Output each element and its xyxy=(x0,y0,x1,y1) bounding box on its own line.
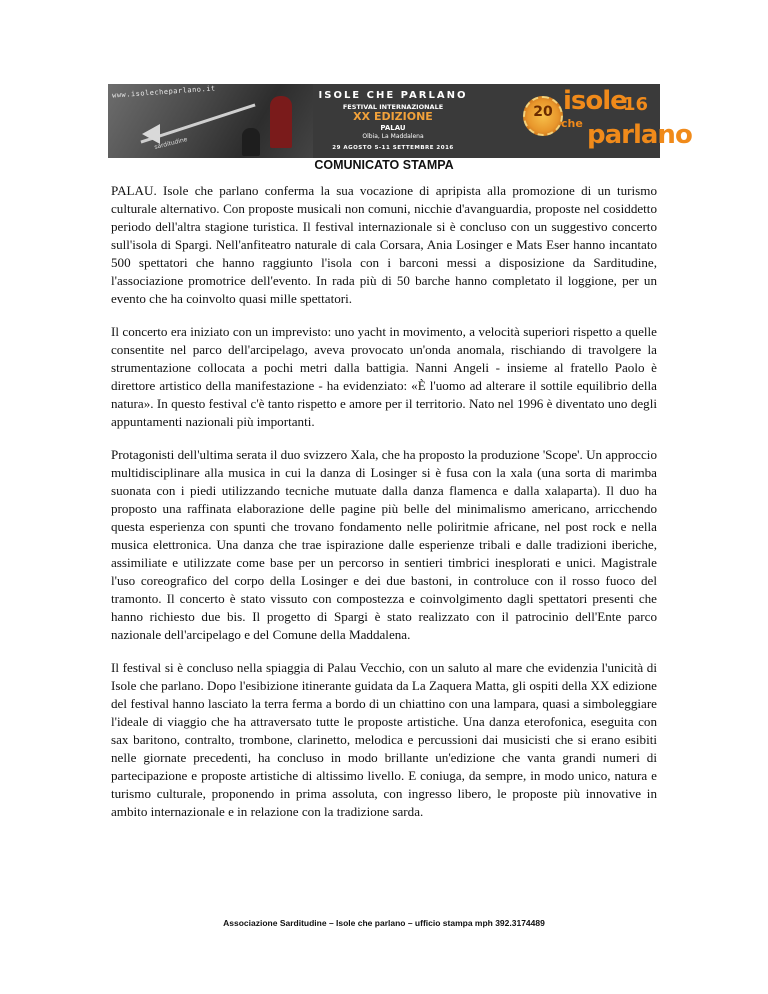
banner-center-text xyxy=(313,84,473,158)
logo-year: 16 xyxy=(623,94,649,115)
logo-word-isole: isole xyxy=(563,86,627,116)
festival-banner xyxy=(108,84,692,158)
document-footer: Associazione Sarditudine – Isole che parlano – ufficio stampa mph 392.3174489 xyxy=(223,918,545,928)
badge-number: 20 xyxy=(533,104,553,120)
paragraph: Il festival si è concluso nella spiaggia di Palau Vecchio, con un saluto al mare che evidenzia l'unicità di Isole che parlano. Dopo l'esibizione itinerante guidata da La Zaquera Matta, gli ospiti della XX edizione del festival hanno lasciato la terra ferma a bordo di un chiattino con una lampara, quasi a simboleggiare l'ideale di viaggio che ha attraversato tutte le proposte artistiche. Una danza eterofonica, eseguita con sax baritono, contralto, trombone, clarinetto, melodica e percussioni dai musicisti che si erano esibiti nelle giornate precedenti, ha concluso in modo brillante un'edizione che vanta grandi numeri di partecipazione e proposte artistiche di altissimo livello. E coniuga, da sempre, in modo unico, natura e turismo culturale, proponendo in prima assoluta, con ingresso libero, le proposte più innovative in ambito internazionale e in relazione con la tradizione sarda. xyxy=(111,660,657,819)
anniversary-badge-icon xyxy=(523,96,563,136)
paragraph: PALAU. Isole che parlano conferma la sua vocazione di apripista alla promozione di un turismo culturale alternativo. Con proposte musicali non comuni, nicchie d'avanguardia, proposte nel cosiddetto periodo dell'altra stagione turistica. Il festival internazionale si è concluso con un suggestivo concerto sull'isola di Spargi. Nell'anfiteatro naturale di cala Corsara, Ania Losinger e Mats Eser hanno incantato 500 spettatori che hanno raggiunto l'isola con i barconi messi a disposizione da Sarditudine, l'associazione promotrice dell'evento. In rada più di 50 barche hanno completato il loggione, per un evento che ha coinvolto quasi mille spettatori. xyxy=(111,183,657,306)
banner-url: www.isolecheparlano.it xyxy=(111,84,216,100)
banner-edition: XX EDIZIONE xyxy=(353,110,433,123)
banner-logo-area xyxy=(473,84,692,158)
banner-photo xyxy=(108,84,313,158)
paragraph: Protagonisti dell'ultima serata il duo svizzero Xala, che ha proposto la produzione 'Scope'. Un approccio multidisciplinare alla musica in cui la danza di Losinger si è fusa con la xala (una sorta di marimba suonata con i piedi utilizzando tecniche mutuate dalla danza flamenca e dalla xalaparta). Il duo ha proposto una raffinata elaborazione delle pagine più belle del minimalismo americano, arricchendo questa esperienza con spunti che trovano fondamento nelle poliritmie africane, nel post rock e nella musica elettronica. Una danza che trae ispirazione dalle esperienze tribali e dalle tradizioni iberiche, assimiliate e utilizzate come base per un percorso in sentieri timbrici inesplorati e unici. Magistrale l'uso coreografico del corpo della Losinger e dei due bastoni, in controluce con il rosso fuoco del tramonto. Il concerto è stato vissuto con compostezza e coinvolgimento dagli spettatori presenti che hanno richiesto due bis. Il progetto di Spargi è stato realizzato con il patrocinio dell'Ente parco nazionale dell'arcipelago e del Comune della Maddalena. xyxy=(111,447,657,642)
road-arrow-icon xyxy=(142,124,160,144)
banner-dates: 29 AGOSTO 5-11 SETTEMBRE 2016 xyxy=(332,145,454,151)
logo-word-che: che xyxy=(561,117,583,130)
paragraph: Il concerto era iniziato con un imprevisto: uno yacht in movimento, a velocità superiori rispetto a quelle consentite nel parco dell'arcipelago, aveva provocato un'onda anomala, rischiando di travolgere la strumentazione collocata a pochi metri dalla battigia. Nanni Angeli - insieme al fratello Paolo è direttore artistico della manifestazione - ha evidenziato: «È l'uomo ad alterare il sottile equilibrio della natura». In questo festival c'è tanto rispetto e amore per il territorio. Nato nel 1996 è diventato uno degli appuntamenti nazionali più importanti. xyxy=(111,324,657,429)
logo-word-parlano: parlano xyxy=(587,120,692,150)
banner-location: PALAU xyxy=(380,124,406,132)
document-heading: COMUNICATO STAMPA xyxy=(314,158,454,172)
performer-figure xyxy=(270,96,292,148)
silhouette-figure xyxy=(242,128,260,156)
banner-sublocation: Olbia, La Maddalena xyxy=(362,133,424,140)
banner-brand-small: sarditudine xyxy=(153,136,189,151)
banner-festival-type: FESTIVAL INTERNAZIONALE xyxy=(342,103,444,111)
banner-festival-name: ISOLE CHE PARLANO xyxy=(318,90,468,101)
press-release-body xyxy=(111,182,657,836)
